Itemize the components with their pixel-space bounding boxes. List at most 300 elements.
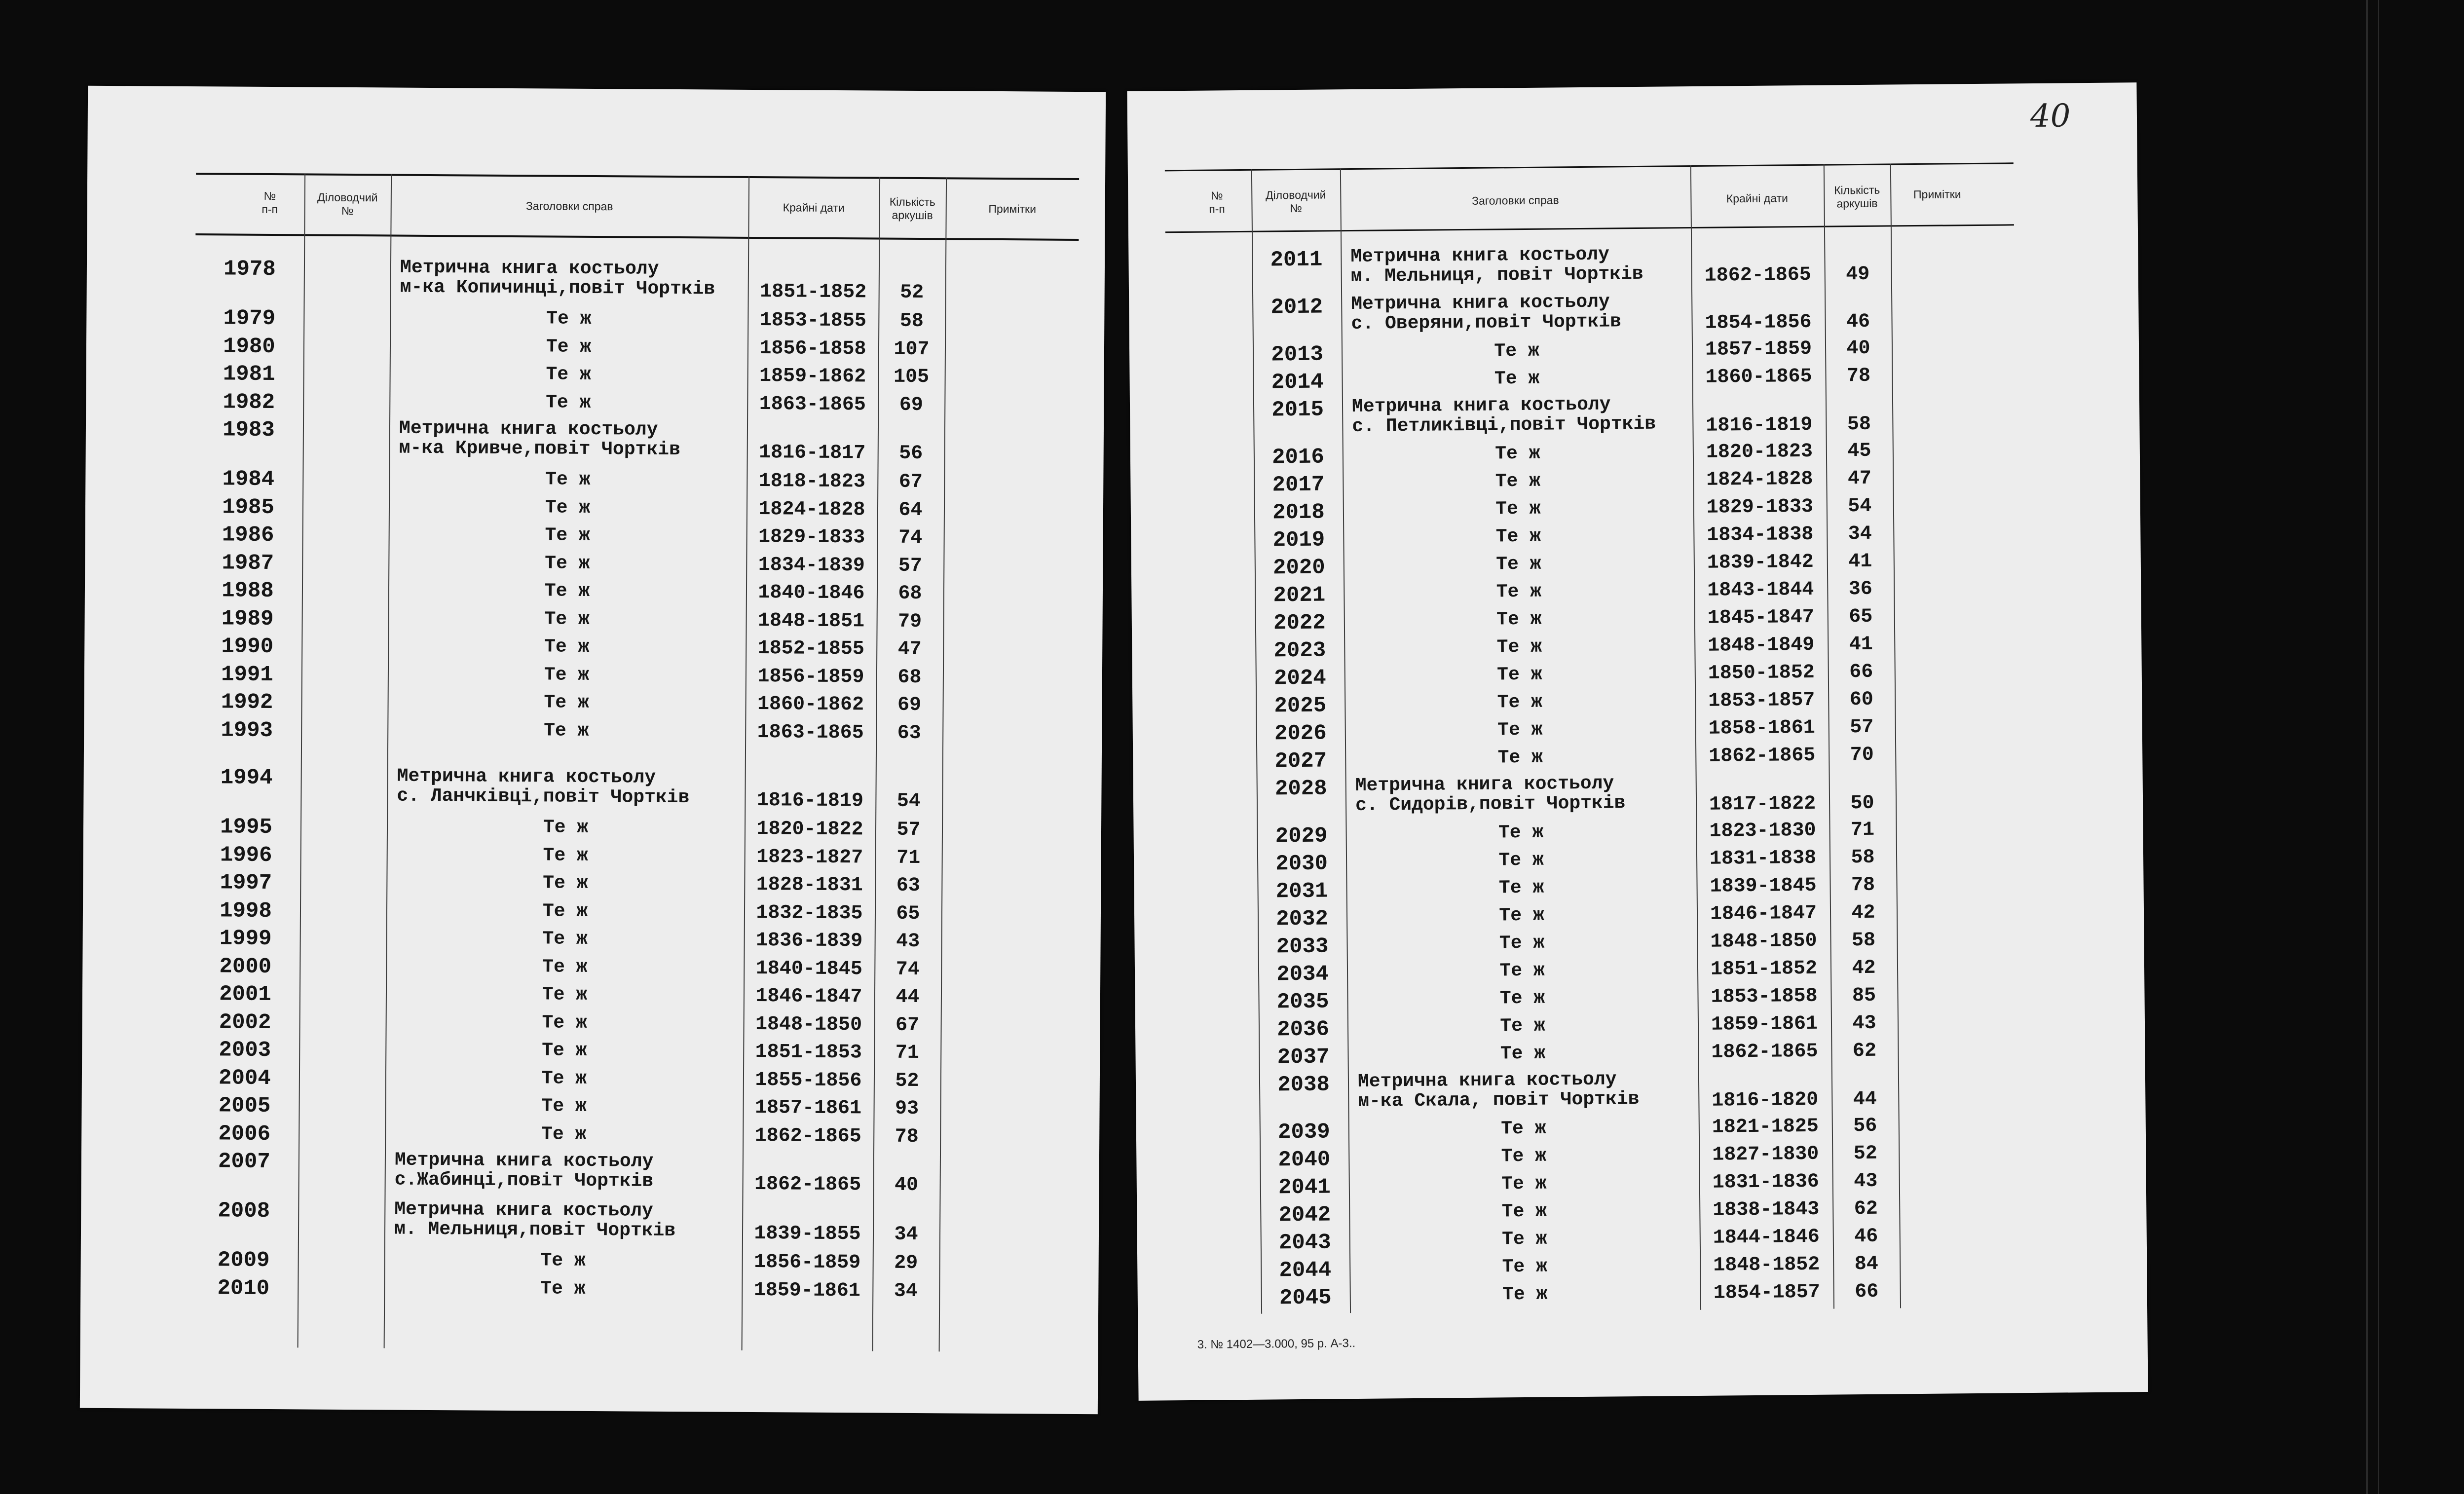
case-number: 2025 bbox=[1274, 693, 1327, 719]
case-title-same: Те ж bbox=[546, 364, 591, 385]
case-number: 1991 bbox=[221, 662, 273, 687]
header-office: Діловодчий № bbox=[317, 190, 378, 218]
case-title-same: Те ж bbox=[1502, 1283, 1548, 1306]
case-title-same: Те ж bbox=[1499, 987, 1545, 1009]
case-title-line-1: Метрична книга костьолу bbox=[397, 765, 656, 788]
case-number: 2003 bbox=[219, 1038, 271, 1063]
case-number: 1984 bbox=[222, 467, 275, 492]
date-range: 1846-1847 bbox=[1710, 902, 1817, 926]
right-page bbox=[1127, 82, 2148, 1401]
case-number: 1993 bbox=[221, 717, 273, 743]
case-title-line-1: Метрична книга костьолу bbox=[1351, 291, 1610, 315]
case-title-same: Те ж bbox=[1496, 581, 1542, 603]
case-title-same: Те ж bbox=[1497, 719, 1543, 741]
sheet-count: 58 bbox=[1851, 846, 1875, 869]
case-number: 2045 bbox=[1279, 1285, 1332, 1311]
case-number: 2015 bbox=[1271, 397, 1324, 423]
case-number: 1978 bbox=[223, 257, 276, 282]
case-title-same: Те ж bbox=[1499, 960, 1545, 982]
date-range: 1853-1857 bbox=[1708, 689, 1815, 712]
case-title-same: Те ж bbox=[1497, 664, 1542, 686]
case-title-line-2: м-ка Кривче,повіт Чортків bbox=[399, 437, 680, 461]
case-number: 2034 bbox=[1276, 962, 1329, 987]
sheet-count: 66 bbox=[1849, 661, 1873, 684]
case-title-same: Те ж bbox=[1497, 747, 1543, 769]
date-range: 1840-1846 bbox=[758, 582, 865, 605]
sheet-count: 54 bbox=[896, 790, 921, 813]
case-title-line-1: Метрична книга костьолу bbox=[1355, 773, 1614, 796]
sheet-count: 29 bbox=[894, 1252, 918, 1275]
case-number: 1999 bbox=[219, 926, 272, 952]
date-range: 1838-1843 bbox=[1713, 1198, 1820, 1222]
case-title-same: Те ж bbox=[546, 391, 591, 413]
case-number: 2002 bbox=[219, 1009, 271, 1035]
case-title-same: Те ж bbox=[543, 817, 589, 838]
sheet-count: 71 bbox=[896, 847, 921, 869]
case-number: 2023 bbox=[1273, 638, 1326, 664]
date-range: 1831-1838 bbox=[1709, 847, 1817, 870]
date-range: 1823-1830 bbox=[1709, 819, 1816, 843]
sheet-count: 36 bbox=[1848, 578, 1873, 601]
sheet-count: 56 bbox=[1853, 1115, 1877, 1138]
case-number: 1990 bbox=[221, 634, 274, 660]
sheet-count: 64 bbox=[898, 499, 923, 522]
case-title-same: Те ж bbox=[542, 956, 588, 978]
case-title-line-2: м-ка Скала, повіт Чортків bbox=[1358, 1088, 1640, 1112]
case-title-same: Те ж bbox=[1495, 443, 1540, 465]
case-title-line-1: Метрична книга костьолу bbox=[400, 257, 659, 280]
date-range: 1816-1817 bbox=[759, 442, 866, 465]
case-number: 2014 bbox=[1271, 370, 1324, 395]
sheet-count: 60 bbox=[1849, 688, 1873, 711]
page-number: 40 bbox=[2030, 98, 2071, 135]
date-range: 1862-1865 bbox=[1709, 744, 1816, 768]
table-row bbox=[86, 256, 1105, 312]
sheet-count: 47 bbox=[897, 638, 922, 661]
case-number: 2013 bbox=[1271, 342, 1324, 368]
sheet-count: 34 bbox=[894, 1280, 918, 1303]
case-title-same: Те ж bbox=[544, 636, 590, 658]
case-title-line-1: Метрична книга костьолу bbox=[1357, 1069, 1617, 1092]
case-number: 2011 bbox=[1270, 247, 1323, 273]
case-title-same: Те ж bbox=[1498, 822, 1544, 844]
date-range: 1848-1851 bbox=[757, 609, 865, 633]
header-dates: Крайні дати bbox=[1726, 191, 1789, 205]
date-range: 1834-1839 bbox=[758, 554, 865, 577]
sheet-count: 63 bbox=[896, 874, 920, 897]
date-range: 1862-1865 bbox=[1711, 1040, 1818, 1064]
case-number: 2004 bbox=[218, 1065, 271, 1091]
date-range: 1856-1858 bbox=[759, 337, 866, 360]
sheet-count: 43 bbox=[1854, 1170, 1878, 1193]
sheet-count: 70 bbox=[1850, 744, 1874, 767]
sheet-count: 78 bbox=[1846, 365, 1871, 388]
sheet-count: 74 bbox=[898, 526, 923, 550]
header-notes: Примітки bbox=[1913, 187, 1961, 201]
sheet-count: 42 bbox=[1851, 901, 1875, 925]
date-range: 1820-1822 bbox=[756, 818, 863, 841]
date-range: 1856-1859 bbox=[757, 665, 864, 688]
case-number: 2035 bbox=[1276, 989, 1329, 1015]
case-title-line-2: с.Жабинці,повіт Чортків bbox=[394, 1169, 654, 1192]
table-row bbox=[1128, 240, 2138, 297]
sheet-count: 40 bbox=[894, 1174, 919, 1197]
date-range: 1860-1862 bbox=[757, 693, 864, 716]
date-range: 1863-1865 bbox=[759, 393, 866, 416]
sheet-count: 71 bbox=[895, 1042, 919, 1065]
header-dates: Крайні дати bbox=[783, 201, 845, 215]
case-number: 2021 bbox=[1273, 583, 1326, 608]
case-number: 2044 bbox=[1279, 1258, 1332, 1283]
date-range: 1862-1865 bbox=[1704, 263, 1811, 287]
date-range: 1848-1849 bbox=[1708, 634, 1815, 657]
date-range: 1845-1847 bbox=[1707, 606, 1815, 630]
case-number: 2009 bbox=[217, 1248, 270, 1273]
date-range: 1846-1847 bbox=[755, 985, 862, 1008]
sheet-count: 46 bbox=[1846, 310, 1870, 334]
sheet-count: 84 bbox=[1854, 1253, 1878, 1276]
sheet-count: 85 bbox=[1852, 984, 1876, 1008]
date-range: 1857-1861 bbox=[754, 1097, 862, 1120]
case-title-same: Те ж bbox=[1496, 553, 1541, 575]
sheet-count: 67 bbox=[898, 471, 923, 494]
case-title-same: Те ж bbox=[541, 1067, 587, 1089]
case-title-same: Те ж bbox=[1498, 877, 1544, 899]
case-title-same: Те ж bbox=[1496, 608, 1542, 631]
sheet-count: 49 bbox=[1846, 263, 1870, 286]
date-range: 1851-1852 bbox=[760, 281, 867, 304]
date-range: 1823-1827 bbox=[756, 846, 863, 869]
case-number: 1996 bbox=[220, 842, 272, 868]
sheet-count: 74 bbox=[896, 958, 920, 981]
case-title-same: Те ж bbox=[542, 1040, 587, 1061]
sheet-count: 40 bbox=[1846, 337, 1870, 360]
case-number: 2016 bbox=[1271, 445, 1324, 470]
sheet-count: 41 bbox=[1848, 550, 1872, 573]
case-number: 2028 bbox=[1274, 776, 1327, 802]
case-title-line-2: с. Оверяни,повіт Чортків bbox=[1351, 311, 1622, 335]
case-number: 2041 bbox=[1278, 1175, 1331, 1200]
sheet-count: 57 bbox=[896, 819, 921, 842]
case-title-line-1: Метрична книга костьолу bbox=[1350, 244, 1610, 268]
date-range: 1824-1828 bbox=[1706, 468, 1813, 491]
sheet-count: 52 bbox=[900, 281, 924, 304]
case-title-same: Те ж bbox=[544, 580, 590, 602]
header-bottom-rule bbox=[1165, 224, 2014, 233]
sheet-count: 78 bbox=[895, 1125, 919, 1148]
case-title-same: Те ж bbox=[1501, 1200, 1547, 1223]
case-title-line-2: с. Сидорів,повіт Чортків bbox=[1355, 792, 1626, 816]
case-number: 2024 bbox=[1273, 666, 1326, 691]
case-number: 1983 bbox=[222, 417, 275, 443]
case-number: 2006 bbox=[218, 1121, 271, 1147]
header-num: № п-п bbox=[1209, 189, 1225, 216]
film-edge-line bbox=[2366, 0, 2368, 1494]
sheet-count: 44 bbox=[1853, 1088, 1877, 1111]
header-title: Заголовки справ bbox=[1471, 193, 1559, 207]
header-num: № п-п bbox=[261, 189, 278, 216]
date-range: 1852-1855 bbox=[757, 637, 864, 661]
sheet-count: 62 bbox=[1854, 1197, 1878, 1221]
date-range: 1862-1865 bbox=[754, 1124, 861, 1148]
case-title-same: Те ж bbox=[546, 336, 592, 358]
date-range: 1853-1855 bbox=[759, 309, 866, 333]
case-title-same: Те ж bbox=[1496, 636, 1542, 658]
date-range: 1853-1858 bbox=[1711, 985, 1818, 1008]
date-range: 1848-1852 bbox=[1713, 1253, 1820, 1277]
case-title-line-1: Метрична книга костьолу bbox=[1351, 394, 1611, 418]
case-title-same: Те ж bbox=[544, 608, 590, 630]
date-range: 1862-1865 bbox=[754, 1173, 861, 1196]
case-title-same: Те ж bbox=[546, 308, 592, 330]
case-number: 2022 bbox=[1273, 610, 1326, 636]
case-number: 2019 bbox=[1272, 527, 1325, 553]
sheet-count: 50 bbox=[1850, 792, 1874, 815]
date-range: 1839-1855 bbox=[754, 1223, 861, 1246]
sheet-count: 71 bbox=[1850, 819, 1875, 842]
table-row bbox=[81, 1198, 1099, 1254]
case-number: 2042 bbox=[1278, 1202, 1331, 1228]
header-notes: Примітки bbox=[988, 202, 1037, 216]
case-number: 2032 bbox=[1276, 906, 1329, 932]
date-range: 1816-1819 bbox=[1706, 413, 1813, 437]
case-title-same: Те ж bbox=[1500, 1043, 1546, 1065]
case-title-same: Те ж bbox=[542, 1011, 587, 1034]
case-number: 2010 bbox=[217, 1275, 270, 1301]
film-edge-line bbox=[2378, 0, 2379, 1494]
sheet-count: 67 bbox=[895, 1014, 920, 1037]
date-range: 1816-1819 bbox=[756, 789, 864, 813]
case-title-same: Те ж bbox=[543, 872, 588, 894]
sheet-count: 52 bbox=[1853, 1142, 1878, 1165]
case-number: 2005 bbox=[218, 1093, 271, 1119]
case-title-same: Те ж bbox=[545, 496, 591, 519]
sheet-count: 47 bbox=[1847, 467, 1872, 490]
sheet-count: 45 bbox=[1847, 440, 1871, 463]
sheet-count: 69 bbox=[899, 394, 923, 416]
header-office: Діловодчий № bbox=[1265, 188, 1326, 215]
case-title-same: Те ж bbox=[542, 928, 588, 950]
date-range: 1824-1828 bbox=[758, 498, 865, 521]
sheet-count: 43 bbox=[1852, 1012, 1876, 1035]
sheet-count: 65 bbox=[1849, 605, 1873, 629]
date-range: 1850-1852 bbox=[1708, 661, 1815, 685]
case-title-same: Те ж bbox=[543, 719, 589, 742]
date-range: 1856-1859 bbox=[753, 1251, 861, 1274]
header-count: Кількість аркушів bbox=[1834, 183, 1880, 210]
date-range: 1832-1835 bbox=[756, 901, 863, 925]
case-number: 2020 bbox=[1272, 555, 1325, 581]
case-title-line-2: с. Петликівці,повіт Чортків bbox=[1352, 413, 1656, 438]
case-number: 1982 bbox=[223, 389, 275, 415]
header-top-rule bbox=[1165, 162, 2014, 171]
sheet-count: 58 bbox=[1851, 929, 1876, 952]
sheet-count: 54 bbox=[1848, 495, 1872, 518]
sheet-count: 41 bbox=[1849, 633, 1873, 656]
date-range: 1827-1830 bbox=[1712, 1143, 1819, 1166]
date-range: 1863-1865 bbox=[757, 721, 864, 744]
case-title-same: Те ж bbox=[545, 552, 590, 574]
sheet-count: 63 bbox=[897, 722, 921, 745]
case-title-same: Те ж bbox=[545, 469, 591, 490]
sheet-count: 58 bbox=[1847, 413, 1871, 436]
sheet-count: 57 bbox=[898, 555, 922, 577]
sheet-count: 93 bbox=[895, 1097, 919, 1120]
case-title-same: Те ж bbox=[541, 1095, 587, 1117]
sheet-count: 44 bbox=[896, 986, 920, 1009]
case-title-same: Те ж bbox=[540, 1250, 586, 1271]
sheet-count: 62 bbox=[1852, 1040, 1877, 1063]
case-title-line-2: с. Ланчківці,повіт Чортків bbox=[397, 785, 690, 809]
date-range: 1859-1862 bbox=[759, 365, 866, 388]
case-title-line-2: м-ка Копичинці,повіт Чортків bbox=[400, 276, 715, 300]
date-range: 1843-1844 bbox=[1707, 578, 1814, 602]
case-title-same: Те ж bbox=[1499, 904, 1544, 927]
case-number: 1987 bbox=[222, 550, 274, 576]
case-title-same: Те ж bbox=[544, 692, 589, 713]
table-row bbox=[1129, 288, 2139, 344]
date-range: 1839-1845 bbox=[1710, 874, 1817, 898]
case-title-same: Те ж bbox=[1501, 1118, 1546, 1140]
case-number: 2038 bbox=[1277, 1072, 1330, 1098]
date-range: 1855-1856 bbox=[755, 1069, 862, 1092]
left-page bbox=[80, 86, 1106, 1415]
date-range: 1828-1831 bbox=[756, 874, 863, 897]
case-title-same: Те ж bbox=[1501, 1145, 1547, 1167]
case-title-same: Те ж bbox=[1494, 340, 1539, 362]
case-title-line-2: м. Мельниця, повіт Чортків bbox=[1350, 263, 1643, 288]
sheet-count: 68 bbox=[898, 582, 922, 605]
sheet-count: 43 bbox=[896, 930, 920, 953]
case-number: 2026 bbox=[1274, 721, 1327, 747]
case-number: 2000 bbox=[219, 954, 272, 979]
case-number: 2031 bbox=[1275, 879, 1328, 904]
date-range: 1840-1845 bbox=[755, 957, 862, 980]
case-number: 2033 bbox=[1276, 934, 1329, 960]
sheet-count: 34 bbox=[894, 1223, 918, 1246]
date-range: 1831-1836 bbox=[1712, 1170, 1820, 1194]
date-range: 1818-1823 bbox=[758, 470, 865, 493]
date-range: 1859-1861 bbox=[753, 1279, 860, 1302]
sheet-count: 66 bbox=[1855, 1280, 1879, 1304]
case-title-same: Те ж bbox=[545, 524, 590, 546]
case-number: 2030 bbox=[1275, 851, 1328, 877]
sheet-count: 58 bbox=[899, 310, 924, 333]
sheet-count: 56 bbox=[899, 442, 923, 465]
date-range: 1854-1856 bbox=[1705, 311, 1812, 335]
table-row bbox=[1130, 390, 2140, 447]
table-row bbox=[85, 417, 1104, 473]
case-title-same: Те ж bbox=[542, 984, 588, 1006]
case-number: 1981 bbox=[223, 362, 275, 387]
case-title-line-1: Метрична книга костьолу bbox=[394, 1198, 653, 1222]
sheet-count: 68 bbox=[897, 666, 922, 689]
case-number: 1979 bbox=[223, 306, 276, 332]
case-title-same: Те ж bbox=[1497, 691, 1543, 713]
date-range: 1851-1852 bbox=[1710, 957, 1818, 981]
case-number: 2039 bbox=[1277, 1120, 1330, 1145]
table-row bbox=[81, 1149, 1099, 1204]
header-count: Кількість аркушів bbox=[889, 195, 935, 222]
case-title-line-1: Метрична книга костьолу bbox=[399, 417, 658, 441]
sheet-count: 78 bbox=[1851, 874, 1875, 897]
date-range: 1854-1857 bbox=[1713, 1281, 1820, 1305]
case-number: 2029 bbox=[1275, 823, 1328, 849]
sheet-count: 57 bbox=[1850, 716, 1874, 739]
case-title-line-2: м. Мельниця,повіт Чортків bbox=[394, 1218, 676, 1242]
date-range: 1844-1846 bbox=[1713, 1226, 1820, 1249]
case-title-same: Те ж bbox=[540, 1277, 586, 1300]
case-number: 2017 bbox=[1272, 472, 1325, 498]
table-row bbox=[1133, 769, 2143, 825]
sheet-count: 65 bbox=[896, 902, 920, 925]
case-title-same: Те ж bbox=[1502, 1256, 1548, 1278]
date-range: 1860-1865 bbox=[1705, 365, 1812, 389]
case-title-same: Те ж bbox=[544, 664, 590, 686]
case-number: 2007 bbox=[218, 1149, 270, 1175]
case-number: 1995 bbox=[220, 815, 272, 840]
date-range: 1820-1823 bbox=[1706, 440, 1813, 464]
sheet-count: 34 bbox=[1848, 523, 1872, 546]
case-number: 2012 bbox=[1270, 295, 1323, 320]
case-number: 1980 bbox=[223, 334, 275, 359]
date-range: 1836-1839 bbox=[755, 930, 863, 953]
table-row bbox=[1136, 1065, 2146, 1121]
case-number: 1997 bbox=[220, 870, 272, 896]
case-number: 1986 bbox=[222, 523, 274, 548]
case-number: 1992 bbox=[221, 690, 273, 715]
case-title-same: Те ж bbox=[1495, 525, 1541, 548]
case-number: 1985 bbox=[222, 494, 274, 520]
case-number: 1989 bbox=[221, 606, 274, 632]
date-range: 1821-1825 bbox=[1712, 1115, 1819, 1139]
date-range: 1858-1861 bbox=[1708, 716, 1815, 740]
print-footer: 3. № 1402—3.000, 95 р. А-3.. bbox=[1197, 1337, 1356, 1351]
table-row bbox=[84, 717, 1102, 751]
case-title-same: Те ж bbox=[1494, 368, 1540, 390]
case-title-same: Те ж bbox=[543, 844, 588, 866]
date-range: 1851-1853 bbox=[755, 1041, 862, 1064]
date-range: 1829-1833 bbox=[758, 526, 865, 549]
header-title: Заголовки справ bbox=[525, 199, 613, 213]
date-range: 1834-1838 bbox=[1707, 523, 1814, 547]
date-range: 1829-1833 bbox=[1706, 495, 1814, 519]
sheet-count: 69 bbox=[897, 694, 922, 717]
case-number: 1994 bbox=[220, 765, 273, 791]
case-number: 2037 bbox=[1277, 1045, 1330, 1070]
case-number: 2018 bbox=[1272, 500, 1325, 525]
sheet-count: 105 bbox=[893, 366, 930, 389]
table-row bbox=[83, 765, 1102, 821]
case-number: 2040 bbox=[1278, 1147, 1331, 1173]
case-title-same: Те ж bbox=[1495, 498, 1541, 520]
date-range: 1839-1842 bbox=[1707, 551, 1814, 574]
case-title-same: Те ж bbox=[1495, 470, 1541, 492]
sheet-count: 107 bbox=[894, 338, 930, 361]
date-range: 1848-1850 bbox=[1710, 930, 1817, 953]
date-range: 1816-1820 bbox=[1712, 1088, 1819, 1112]
date-range: 1859-1861 bbox=[1711, 1012, 1818, 1036]
table-row bbox=[80, 1275, 1098, 1309]
case-number: 2027 bbox=[1274, 748, 1327, 774]
sheet-count: 52 bbox=[895, 1070, 919, 1092]
case-title-same: Те ж bbox=[541, 1123, 587, 1145]
sheet-count: 79 bbox=[897, 610, 922, 633]
case-title-same: Те ж bbox=[1500, 1015, 1545, 1037]
case-title-same: Те ж bbox=[1501, 1173, 1547, 1195]
case-title-line-1: Метрична книга костьолу bbox=[394, 1149, 654, 1172]
date-range: 1817-1822 bbox=[1709, 792, 1816, 816]
